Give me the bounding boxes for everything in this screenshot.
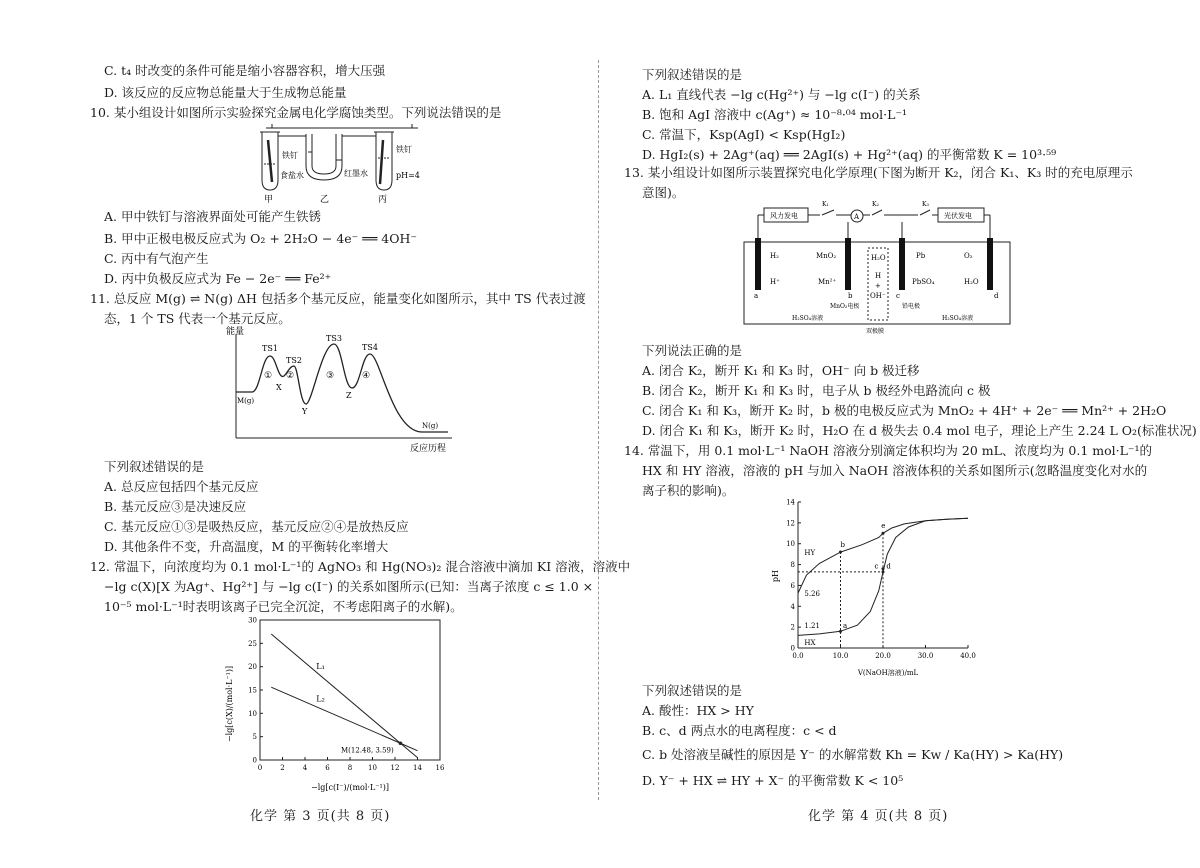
electrode-c [899,238,905,290]
option-c: C. 基元反应①③是吸热反应，基元反应②④是放热反应 [104,519,409,534]
label-pb: Pb [916,252,926,260]
point-c-label: c [874,562,879,571]
question-prompt: 下列叙述错误的是 [642,683,743,698]
label-jia: 甲 [264,195,274,204]
point-m [399,741,403,745]
question-13-stem: 13. 某小组设计如图所示装置探究电化学原理(下图为断开 K₂，闭合 K₁、K₃ 时的充电原理示 [624,165,1133,180]
y-axis-label: −lg[c(X)/(mol·L⁻¹)] [225,665,234,743]
y-tick-label: 12 [786,519,795,528]
series-label-l2: L₂ [316,694,325,704]
label-mg: M(g) [237,397,255,405]
option-b: B. c、d 两点水的电离程度：c < d [642,723,837,738]
page-divider [598,60,600,800]
question-prompt: 下列叙述错误的是 [104,459,205,474]
y-tick-label: 20 [248,663,257,672]
question-14-stem: 14. 常温下，用 0.1 mol·L⁻¹ NaOH 溶液分别滴定体积均为 20 mL、浓度均为 0.1 mol·L⁻¹的 [624,443,1153,458]
x-tick-label: 14 [413,764,422,772]
label-ts3: TS3 [326,334,342,343]
label-mno2: MnO₂ [816,252,837,260]
x-tick-label: 40.0 [960,652,976,660]
series-label-hy: HY [804,549,816,558]
label-oh-minus: OH⁻ [870,292,886,300]
label-iron-nail: 铁钉 [282,151,298,160]
question-14-stem-cont: HX 和 HY 溶液，溶液的 pH 与加入 NaOH 溶液体积的关系如图所示(忽略温度变化对水的 [642,463,1148,478]
chart-q14 [768,496,978,678]
option-a: A. 酸性：HX > HY [642,703,754,718]
label-step-2: ② [286,371,295,381]
label-b: b [848,292,853,300]
option-d: D. 其他条件不变，升高温度，M 的平衡转化率增大 [104,539,389,554]
label-h2: H₂ [770,252,779,260]
y-axis-label: 能量 [226,327,245,337]
label-h-plus: H⁺ [770,278,780,286]
label-h2so4-left: H₂SO₄溶液 [792,315,824,322]
label-ts2: TS2 [286,356,302,365]
series-label-hx: HX [804,638,816,647]
question-13-stem-cont: 意图)。 [642,185,685,200]
x-tick-label: 4 [302,764,308,772]
x-tick-label: 16 [435,764,445,772]
label-plus: + [875,282,881,290]
label-iron-nail: 铁钉 [396,145,412,154]
label-mno2-electrode: MnO₂电极 [830,303,860,310]
label-solar-power: 光伏发电 [944,212,972,220]
iron-nail [380,140,383,184]
option-c: C. 闭合 K₁ 和 K₃，断开 K₂ 时，b 极的电极反应式为 MnO₂ + 4H⁺ + 2e⁻ ══ Mn²⁺ + 2H₂O [642,403,1167,418]
x-axis-label: 反应历程 [410,444,447,454]
label-y: Y [302,407,308,416]
electrochem-apparatus-figure [742,198,1012,336]
label-lead-electrode: 铅电极 [902,303,921,310]
series-label-l1: L₁ [316,662,325,671]
label-pbso4: PbSO₄ [912,278,935,286]
u-tube-yi [306,134,342,180]
label-h2so4-right: H₂SO₄溶液 [942,315,974,322]
x-tick-label: 0 [257,764,263,772]
label-h: H [875,272,882,280]
label-wind-power: 风力发电 [770,212,798,220]
label-step-4: ④ [362,371,371,381]
point-b-label: b [840,540,845,549]
page-footer: 化学 第 3 页(共 8 页) [250,809,391,824]
chart-series [271,634,417,758]
x-axis-label: V(NaOH溶液)/mL [857,669,919,677]
annotation-1-21: 1.21 [804,622,820,631]
corrosion-apparatus-figure [252,122,432,204]
x-tick-label: 30.0 [917,652,934,660]
question-14-stem-cont: 离子积的影响)。 [642,483,735,498]
iron-nail [268,140,272,182]
label-bipolar-membrane: 双极膜 [866,328,885,335]
point-m-label: M(12.48, 3.59) [341,746,394,755]
option-b: B. 基元反应③是决速反应 [104,499,247,514]
question-10-stem: 10. 某小组设计如图所示实验探究金属电化学腐蚀类型。下列说法错误的是 [90,105,502,120]
x-tick-label: 8 [347,764,353,772]
question-11-stem: 11. 总反应 M(g) ⇌ N(g) ΔH 包括多个基元反应，能量变化如图所示，其中 TS 代表过渡 [90,291,586,306]
energy-curve [236,344,448,432]
label-red-ink: 红墨水 [344,169,368,178]
text-line: D. 该反应的反应物总能量大于生成物总能量 [104,85,347,100]
question-12-stem: 12. 常温下，向浓度均为 0.1 mol·L⁻¹的 AgNO₃ 和 Hg(NO₃)₂ 混合溶液中滴加 KI 溶液，溶液中 [90,559,631,574]
label-c: c [896,292,900,300]
label-x: X [276,383,282,392]
label-ammeter: A [854,213,860,221]
label-a: a [754,292,759,300]
chart-q12 [222,614,452,794]
y-tick-label: 30 [248,616,257,625]
text-line: C. t₄ 时改变的条件可能是缩小容器容积，增大压强 [104,63,386,78]
label-h2o: H₂O [964,278,979,286]
x-axis-label: −lg[c(I⁻)/(mol·L⁻¹)] [311,783,389,792]
annotation-5-26: 5.26 [804,589,820,598]
label-ph: pH=4 [396,171,420,180]
y-tick-label: 8 [790,561,795,570]
option-c: C. b 处溶液呈碱性的原因是 Y⁻ 的水解常数 Kh = Kw / Ka(HY) > Ka(HY) [642,747,1064,762]
series-line-2 [271,687,417,750]
plot-frame [260,620,440,760]
y-tick-label: 14 [786,498,795,507]
question-prompt: 下列说法正确的是 [642,343,743,358]
right-page [602,0,1200,868]
option-d: D. 丙中负极反应式为 Fe − 2e⁻ ══ Fe²⁺ [104,271,332,286]
x-tick-label: 0.0 [792,652,804,660]
label-step-1: ① [264,371,273,381]
x-tick-label: 10 [368,764,377,772]
label-z: Z [346,391,352,400]
label-bing: 丙 [378,195,388,204]
question-11-stem-cont: 态，1 个 TS 代表一个基元反应。 [104,311,291,326]
y-tick-label: 5 [252,733,257,742]
y-tick-label: 0 [252,756,257,765]
question-prompt: 下列叙述错误的是 [642,67,743,82]
y-axis-label: pH [771,569,780,583]
label-yi: 乙 [320,195,330,204]
label-step-3: ③ [326,371,335,381]
y-tick-label: 10 [786,540,795,549]
x-tick-label: 12 [390,764,400,772]
label-ts1: TS1 [262,344,278,353]
series-line-1 [271,634,417,758]
y-tick-label: 2 [790,623,795,632]
point-e-label: e [881,522,886,531]
label-k2: K₂ [872,201,879,208]
y-tick-label: 4 [790,602,795,611]
option-c: C. 丙中有气泡产生 [104,251,209,266]
x-tick-label: 20.0 [875,652,891,660]
label-ts4: TS4 [362,343,378,352]
label-ng: N(g) [422,422,439,430]
electrode-a [755,238,761,290]
option-d: D. 闭合 K₁ 和 K₃，断开 K₂ 时，H₂O 在 d 极失去 0.4 mol 电子，理论上产生 2.24 L O₂(标准状况) [642,423,1197,438]
y-tick-label: 6 [790,581,795,590]
option-a: A. 闭合 K₂，断开 K₁ 和 K₃ 时，OH⁻ 向 b 极迁移 [642,363,920,378]
option-b: B. 饱和 AgI 溶液中 c(Ag⁺) ≈ 10⁻⁸·⁰⁴ mol·L⁻¹ [642,107,908,122]
page-footer: 化学 第 4 页(共 8 页) [808,809,949,824]
label-d: d [994,292,999,300]
label-mn2plus: Mn²⁺ [818,278,837,286]
x-tick-label: 6 [325,764,330,772]
label-h2o: H₂O [871,254,886,262]
option-c: C. 常温下，Ksp(AgI) < Ksp(HgI₂) [642,127,846,142]
y-tick-label: 25 [248,639,257,648]
electrode-d [987,238,993,290]
question-12-stem-cont: 10⁻⁵ mol·L⁻¹时表明该离子已完全沉淀，不考虑阳离子的水解)。 [104,599,463,614]
x-tick-label: 10.0 [832,652,849,660]
label-o2: O₂ [964,252,973,260]
option-d: D. HgI₂(s) + 2Ag⁺(aq) ══ 2AgI(s) + Hg²⁺(aq) 的平衡常数 K = 10³·⁵⁹ [642,147,1057,162]
y-tick-label: 0 [790,644,795,653]
y-tick-label: 15 [248,686,257,695]
option-b: B. 闭合 K₂，断开 K₁ 和 K₃ 时，电子从 b 极经外电路流向 c 极 [642,383,991,398]
x-tick-label: 2 [280,764,285,772]
label-k3: K₃ [922,201,929,208]
option-a: A. 总反应包括四个基元反应 [104,479,259,494]
question-12-stem-cont: −lg c(X)[X 为Ag⁺、Hg²⁺] 与 −lg c(I⁻) 的关系如图所示(已知：当离子浓度 c ≤ 1.0 × [104,579,594,594]
option-b: B. 甲中正极电极反应式为 O₂ + 2H₂O − 4e⁻ ══ 4OH⁻ [104,231,417,246]
energy-profile-figure [222,326,472,454]
point-d-label: d [886,562,891,571]
option-d: D. Y⁻ + HX ⇌ HY + X⁻ 的平衡常数 K < 10⁵ [642,773,904,788]
electrode-b [845,238,851,290]
label-salt-water: 食盐水 [280,171,304,180]
point-a-label: a [843,622,848,631]
option-a: A. L₁ 直线代表 −lg c(Hg²⁺) 与 −lg c(I⁻) 的关系 [642,87,921,102]
y-tick-label: 10 [248,709,257,718]
chart-axes [260,620,440,760]
label-k1: K₁ [822,201,829,208]
option-a: A. 甲中铁钉与溶液界面处可能产生铁锈 [104,209,321,224]
